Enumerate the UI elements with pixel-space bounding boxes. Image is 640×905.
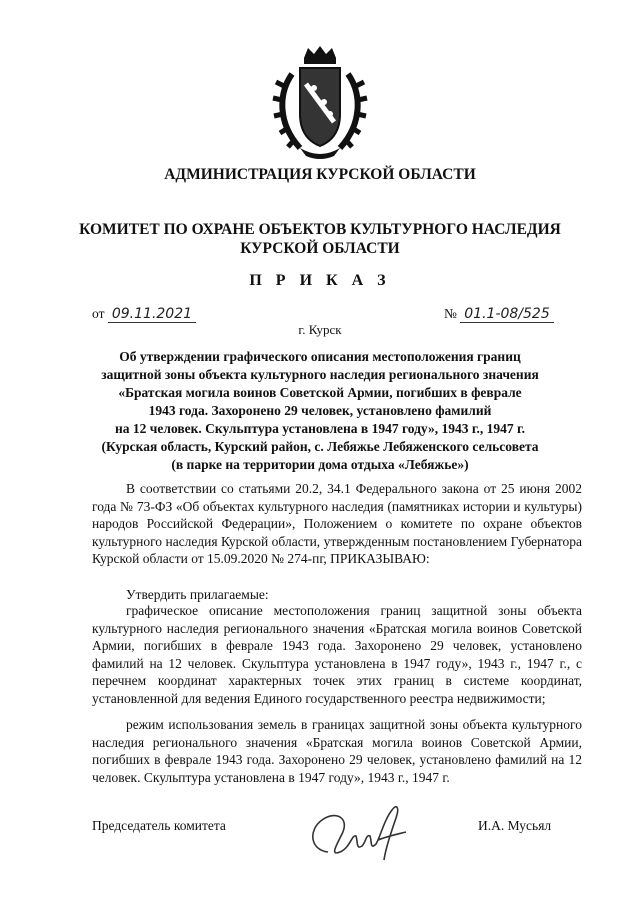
subject-line-4: 1943 года. Захоронено 29 человек, установлено фамилий <box>148 403 492 418</box>
approve-paragraph: Утвердить прилагаемые: <box>126 587 269 602</box>
committee-name <box>0 220 640 258</box>
number-field <box>444 306 554 322</box>
organization-name: АДМИНИСТРАЦИЯ КУРСКОЙ ОБЛАСТИ <box>164 166 476 183</box>
signer-name: И.А. Мусьял <box>478 818 552 833</box>
preamble-paragraph: В соответствии со статьями 20.2, 34.1 Федерального закона от 25 июня 2002 года № 73-ФЗ «Об объектах культурного наследия (памятниках истории и культуры) народов Российской Федерации», Положением о комитете по охране объектов культурного наследия Курской области, утвержденным постановлением Губернатора Курской области от 15.09.2020 № 274-пг, ПРИКАЗЫВАЮ: <box>92 481 582 566</box>
subject-line-6: (Курская область, Курский район, с. Лебяжье Лебяженского сельсовета <box>101 439 539 454</box>
item-graphic-description: графическое описание местоположения границ защитной зоны объекта культурного наследия регионального значения «Братская могила воинов Советской Армии, погибших в феврале 1943 года. Захоронено 29 человек, установлено фамилий на 12 человек. Скульптура установлена в 1947 году», 1943 г., 1947 г., с перечнем координат характерных точек этих границ в системе координат, установленной для ведения Единого государственного реестра недвижимости; <box>92 603 582 706</box>
document-type: П Р И К А З <box>249 272 391 289</box>
committee-line-1: КОМИТЕТ ПО ОХРАНЕ ОБЪЕКТОВ КУЛЬТУРНОГО НАСЛЕДИЯ <box>79 221 561 238</box>
date-prefix: от <box>92 306 105 321</box>
date-value: 09.11.2021 <box>108 306 196 323</box>
number-value: 01.1-08/525 <box>460 306 553 323</box>
subject-line-5: на 12 человек. Скульптура установлена в 1947 году», 1943 г., 1947 г. <box>115 421 525 436</box>
item-land-use-regime: режим использования земель в границах защитной зоны объекта культурного наследия регионального значения «Братская могила воинов Советской Армии, погибших в феврале 1943 года. Захоронено 29 человек, установлено фамилий на 12 человек. Скульптура установлена в 1947 году», 1943 г., 1947 г. <box>92 717 582 785</box>
subject-line-7: (в парке на территории дома отдыха «Лебяжье») <box>171 457 469 472</box>
document-subject <box>80 348 560 474</box>
subject-line-3: «Братская могила воинов Советской Армии, погибших в феврале <box>118 385 522 400</box>
committee-line-2: КУРСКОЙ ОБЛАСТИ <box>240 240 400 257</box>
coat-of-arms-icon <box>270 44 370 162</box>
signer-title: Председатель комитета <box>92 818 226 833</box>
number-prefix: № <box>444 306 457 321</box>
subject-line-1: Об утверждении графического описания местоположения границ <box>119 349 521 364</box>
date-field <box>92 306 196 322</box>
signature-icon <box>300 790 420 870</box>
city: г. Курск <box>298 322 342 337</box>
subject-line-2: защитной зоны объекта культурного наследия регионального значения <box>101 367 539 382</box>
